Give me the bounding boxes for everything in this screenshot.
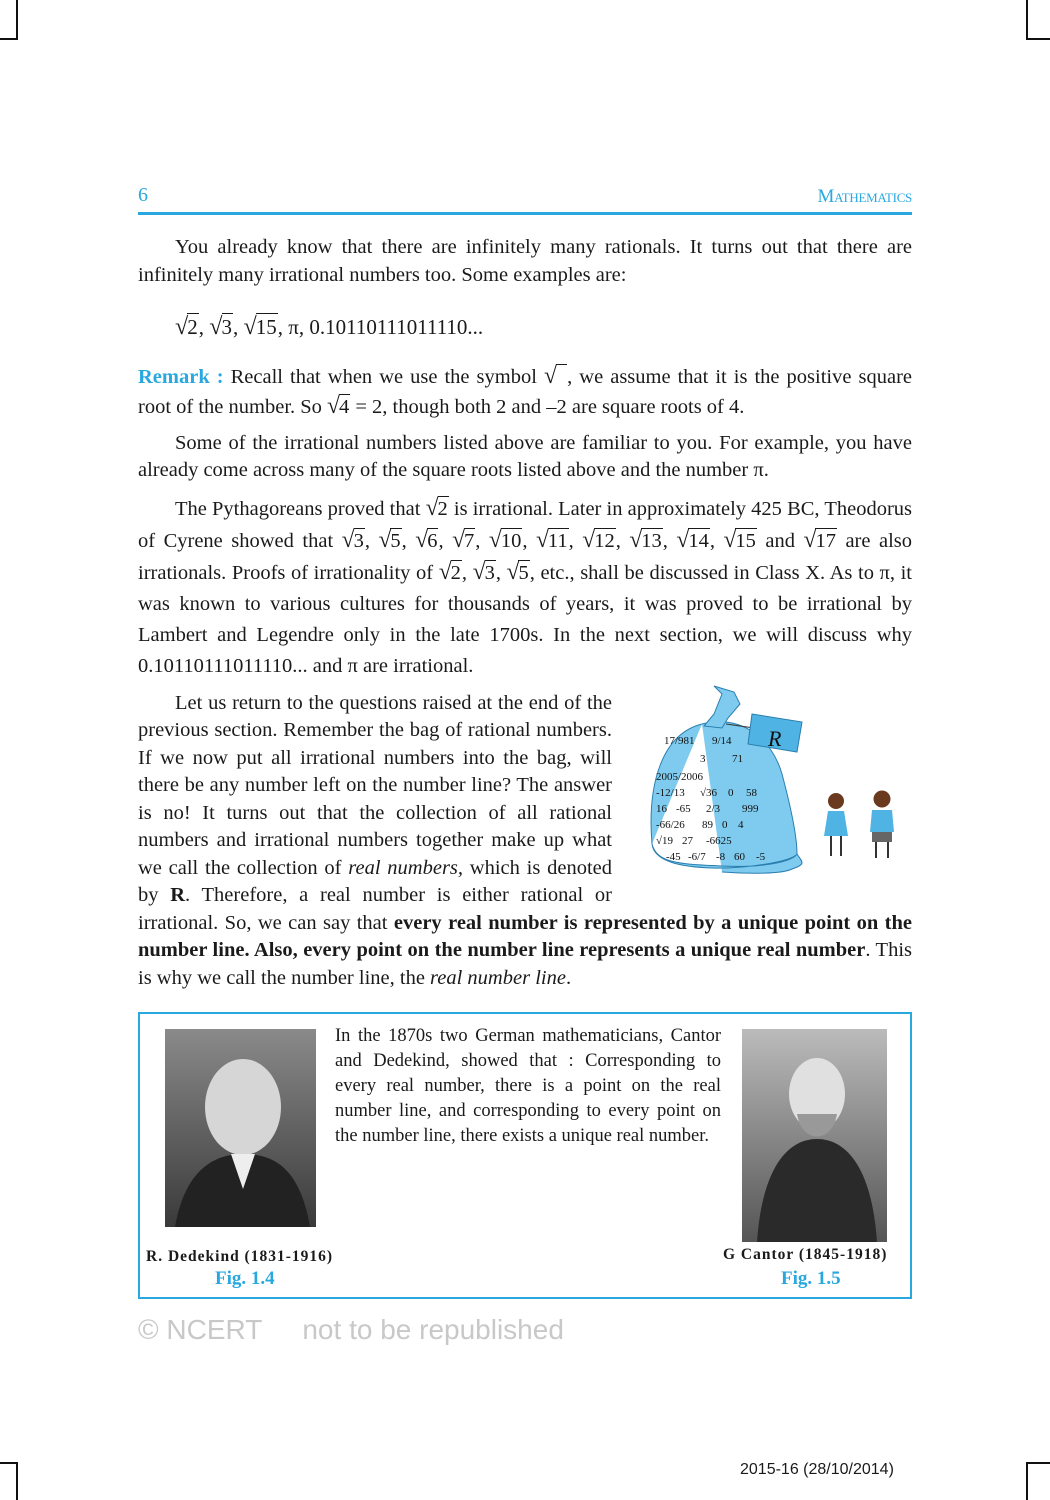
bag-number: 16 (656, 802, 667, 815)
bold-text: every real number is represented by a unique point on the number line. Also, every point on the number line represents a unique real number (138, 911, 912, 961)
bag-number: -5 (756, 850, 766, 863)
text-run: , (401, 529, 416, 552)
italic-term: real number line (430, 966, 566, 989)
page-body (138, 234, 912, 1347)
text-run: , (198, 315, 210, 339)
italic-term: real numbers, (348, 856, 464, 879)
bag-number: 71 (732, 752, 743, 765)
real-numbers-paragraph (138, 690, 912, 993)
bag-neck (704, 686, 740, 728)
radicand: 10 (500, 529, 522, 552)
crop-mark (16, 0, 18, 40)
box-text: In the 1870s two German mathematicians, Cantor and Dedekind, showed that : Corresponding to every real number, there is a point on the real number line, and corresponding to every point on the number line, there exists a unique real number. (335, 1026, 721, 1146)
square-root (426, 498, 449, 520)
square-root (536, 530, 569, 552)
bold-text: R (170, 884, 186, 906)
bag-number: 3 (700, 752, 706, 765)
bag-number: 17/981 (664, 734, 695, 747)
bag-number: 89 (702, 818, 713, 831)
bag-of-numbers-figure (612, 684, 912, 884)
header-rule (138, 212, 912, 215)
radicand: 5 (390, 529, 401, 552)
crop-mark (1026, 0, 1028, 40)
bag-number: √36 (700, 786, 718, 799)
text-run: , (475, 529, 489, 552)
text-run: . Therefore, a real number is either rational or irrational. So, we can say that (138, 884, 612, 934)
square-root (175, 315, 199, 339)
irrational-examples (138, 313, 912, 342)
running-title: Mathematics (817, 186, 912, 207)
radicand: 2 (437, 497, 448, 520)
bag-number: -45 (666, 850, 681, 863)
fig-1-4-label: Fig. 1.4 (215, 1268, 275, 1289)
text-run: , (438, 529, 453, 552)
text-run: , we assume that it is the positive square root of the number. So (138, 365, 912, 418)
bag-illustration (642, 684, 912, 884)
bag-number: -65 (676, 802, 691, 815)
page-number: 6 (138, 184, 148, 206)
square-root (473, 562, 496, 584)
text-run: , (568, 529, 583, 552)
text-run: , (364, 529, 379, 552)
radicand: 17 (815, 529, 836, 552)
bag-number: -8 (716, 850, 726, 863)
radicand: 15 (255, 315, 277, 339)
bag-number: 9/14 (712, 734, 732, 747)
square-root (582, 530, 615, 552)
portrait-illustration (165, 1029, 316, 1227)
portrait-illustration (742, 1029, 887, 1242)
watermark-line: © NCERT (138, 1314, 263, 1345)
girl-figure (824, 793, 848, 856)
boy-figure (870, 790, 894, 858)
text-run: , (615, 529, 630, 552)
text-run: You already know that there are infinitely many rationals. It turns out that there are infinitely many irrational numbers too. Some examples are: (138, 236, 912, 286)
radicand: 2 (450, 561, 461, 584)
dedekind-portrait (165, 1029, 316, 1227)
bag-number: 4 (738, 818, 744, 831)
bag-number: 2005/2006 (656, 770, 704, 783)
square-root (676, 530, 709, 552)
text-run: Recall that when we use the symbol (223, 365, 544, 388)
square-root (244, 315, 278, 339)
text-run: , (709, 529, 724, 552)
square-root (544, 366, 567, 388)
crop-mark (0, 1462, 18, 1464)
radicand: 11 (547, 529, 568, 552)
bag-number: -66/26 (656, 818, 685, 831)
radicand: 13 (641, 529, 662, 552)
square-root (415, 530, 438, 552)
square-root (629, 530, 662, 552)
text-run: , (495, 561, 507, 584)
text-run: and (756, 529, 804, 552)
radicand: 3 (221, 315, 232, 339)
cantor-portrait (742, 1029, 887, 1242)
text-run: , etc., shall be discussed in Class X. As to π, it was known to various cultures for thousands of years, it was proved to be irrational by Lambert and Legendre only in the late 1700s. In the next section, we will discuss why 0.10110111011110... and π are irrational. (138, 561, 913, 677)
square-root (378, 530, 401, 552)
radicand: 2 (187, 315, 198, 339)
square-root (327, 396, 350, 418)
radicand: 6 (427, 529, 438, 552)
text-run: , (522, 529, 536, 552)
remark-paragraph (138, 362, 912, 422)
crop-mark (1026, 1462, 1050, 1464)
mathematicians-box (138, 1012, 912, 1299)
bag-number: -6625 (706, 834, 732, 847)
text-run: which is denoted by (138, 856, 612, 906)
text-run: is irrational. Later in approximately 425 BC, Theodorus of Cyrene showed that (138, 497, 912, 552)
history-paragraph (138, 493, 912, 682)
square-root (342, 530, 365, 552)
bag-number: 0 (728, 786, 734, 799)
bag-number: 0 (722, 818, 728, 831)
print-date-footer: 2015-16 (28/10/2014) (740, 1461, 894, 1478)
crop-mark (16, 1462, 18, 1500)
radicand: 7 (464, 529, 475, 552)
text-run: = 2, though both 2 and –2 are square roots of 4. (350, 395, 745, 418)
square-root (723, 530, 756, 552)
text-run: are also irrationals. Proofs of irrationality of (138, 529, 912, 584)
cantor-caption: G Cantor (1845-1918) (723, 1246, 888, 1263)
square-root (209, 315, 233, 339)
radicand: 3 (353, 529, 364, 552)
text-run: , π, 0.10110111011110... (277, 315, 484, 339)
flag-label: R (768, 725, 782, 751)
text-run: Some of the irrational numbers listed above are familiar to you. For example, you have already come across many of the square roots listed above and the number π. (138, 431, 912, 481)
text-run: , (461, 561, 473, 584)
bag-number: 27 (682, 834, 693, 847)
radicand: 12 (594, 529, 615, 552)
familiar-paragraph (138, 430, 912, 485)
bag-number: -6/7 (688, 850, 706, 863)
text-run: , (233, 315, 244, 339)
bag-number: -12/13 (656, 786, 685, 799)
text-run: , (662, 529, 677, 552)
square-root (439, 562, 462, 584)
text-run: . This is why we call the number line, the (138, 939, 912, 989)
square-root (452, 530, 475, 552)
dedekind-caption: R. Dedekind (1831-1916) (146, 1248, 334, 1265)
square-root (507, 562, 530, 584)
text-run: Let us return to the questions raised at the end of the previous section. Remember the bag of rational numbers. If we now put all irrational numbers into the bag, will there be any number left on the number line? The answer is no! It turns out that the collection of all rational numbers and irrational numbers together make up what we call the collection of (138, 691, 612, 879)
radicand: 5 (518, 561, 529, 584)
bag-number: 60 (734, 850, 745, 863)
radicand (556, 364, 567, 388)
watermark (138, 1313, 912, 1347)
radicand: 3 (484, 561, 495, 584)
remark-label: Remark : (138, 365, 224, 388)
crop-mark (0, 38, 18, 40)
radicand: 14 (688, 529, 709, 552)
bag-number: √19 (656, 834, 674, 847)
watermark-line: not to be republished (302, 1314, 564, 1345)
square-root (804, 530, 837, 552)
radicand: 4 (338, 395, 350, 418)
crop-mark (1026, 1462, 1028, 1500)
text-run: The Pythagoreans proved that (175, 497, 426, 520)
bag-number: 2/3 (706, 802, 721, 815)
square-root (489, 530, 522, 552)
crop-mark (1026, 38, 1050, 40)
radicand: 15 (735, 529, 756, 552)
bag-number: 58 (746, 786, 757, 799)
bag-number: 999 (742, 802, 759, 815)
fig-1-5-label: Fig. 1.5 (781, 1268, 841, 1289)
text-run: . (565, 966, 572, 989)
intro-paragraph (138, 234, 912, 289)
